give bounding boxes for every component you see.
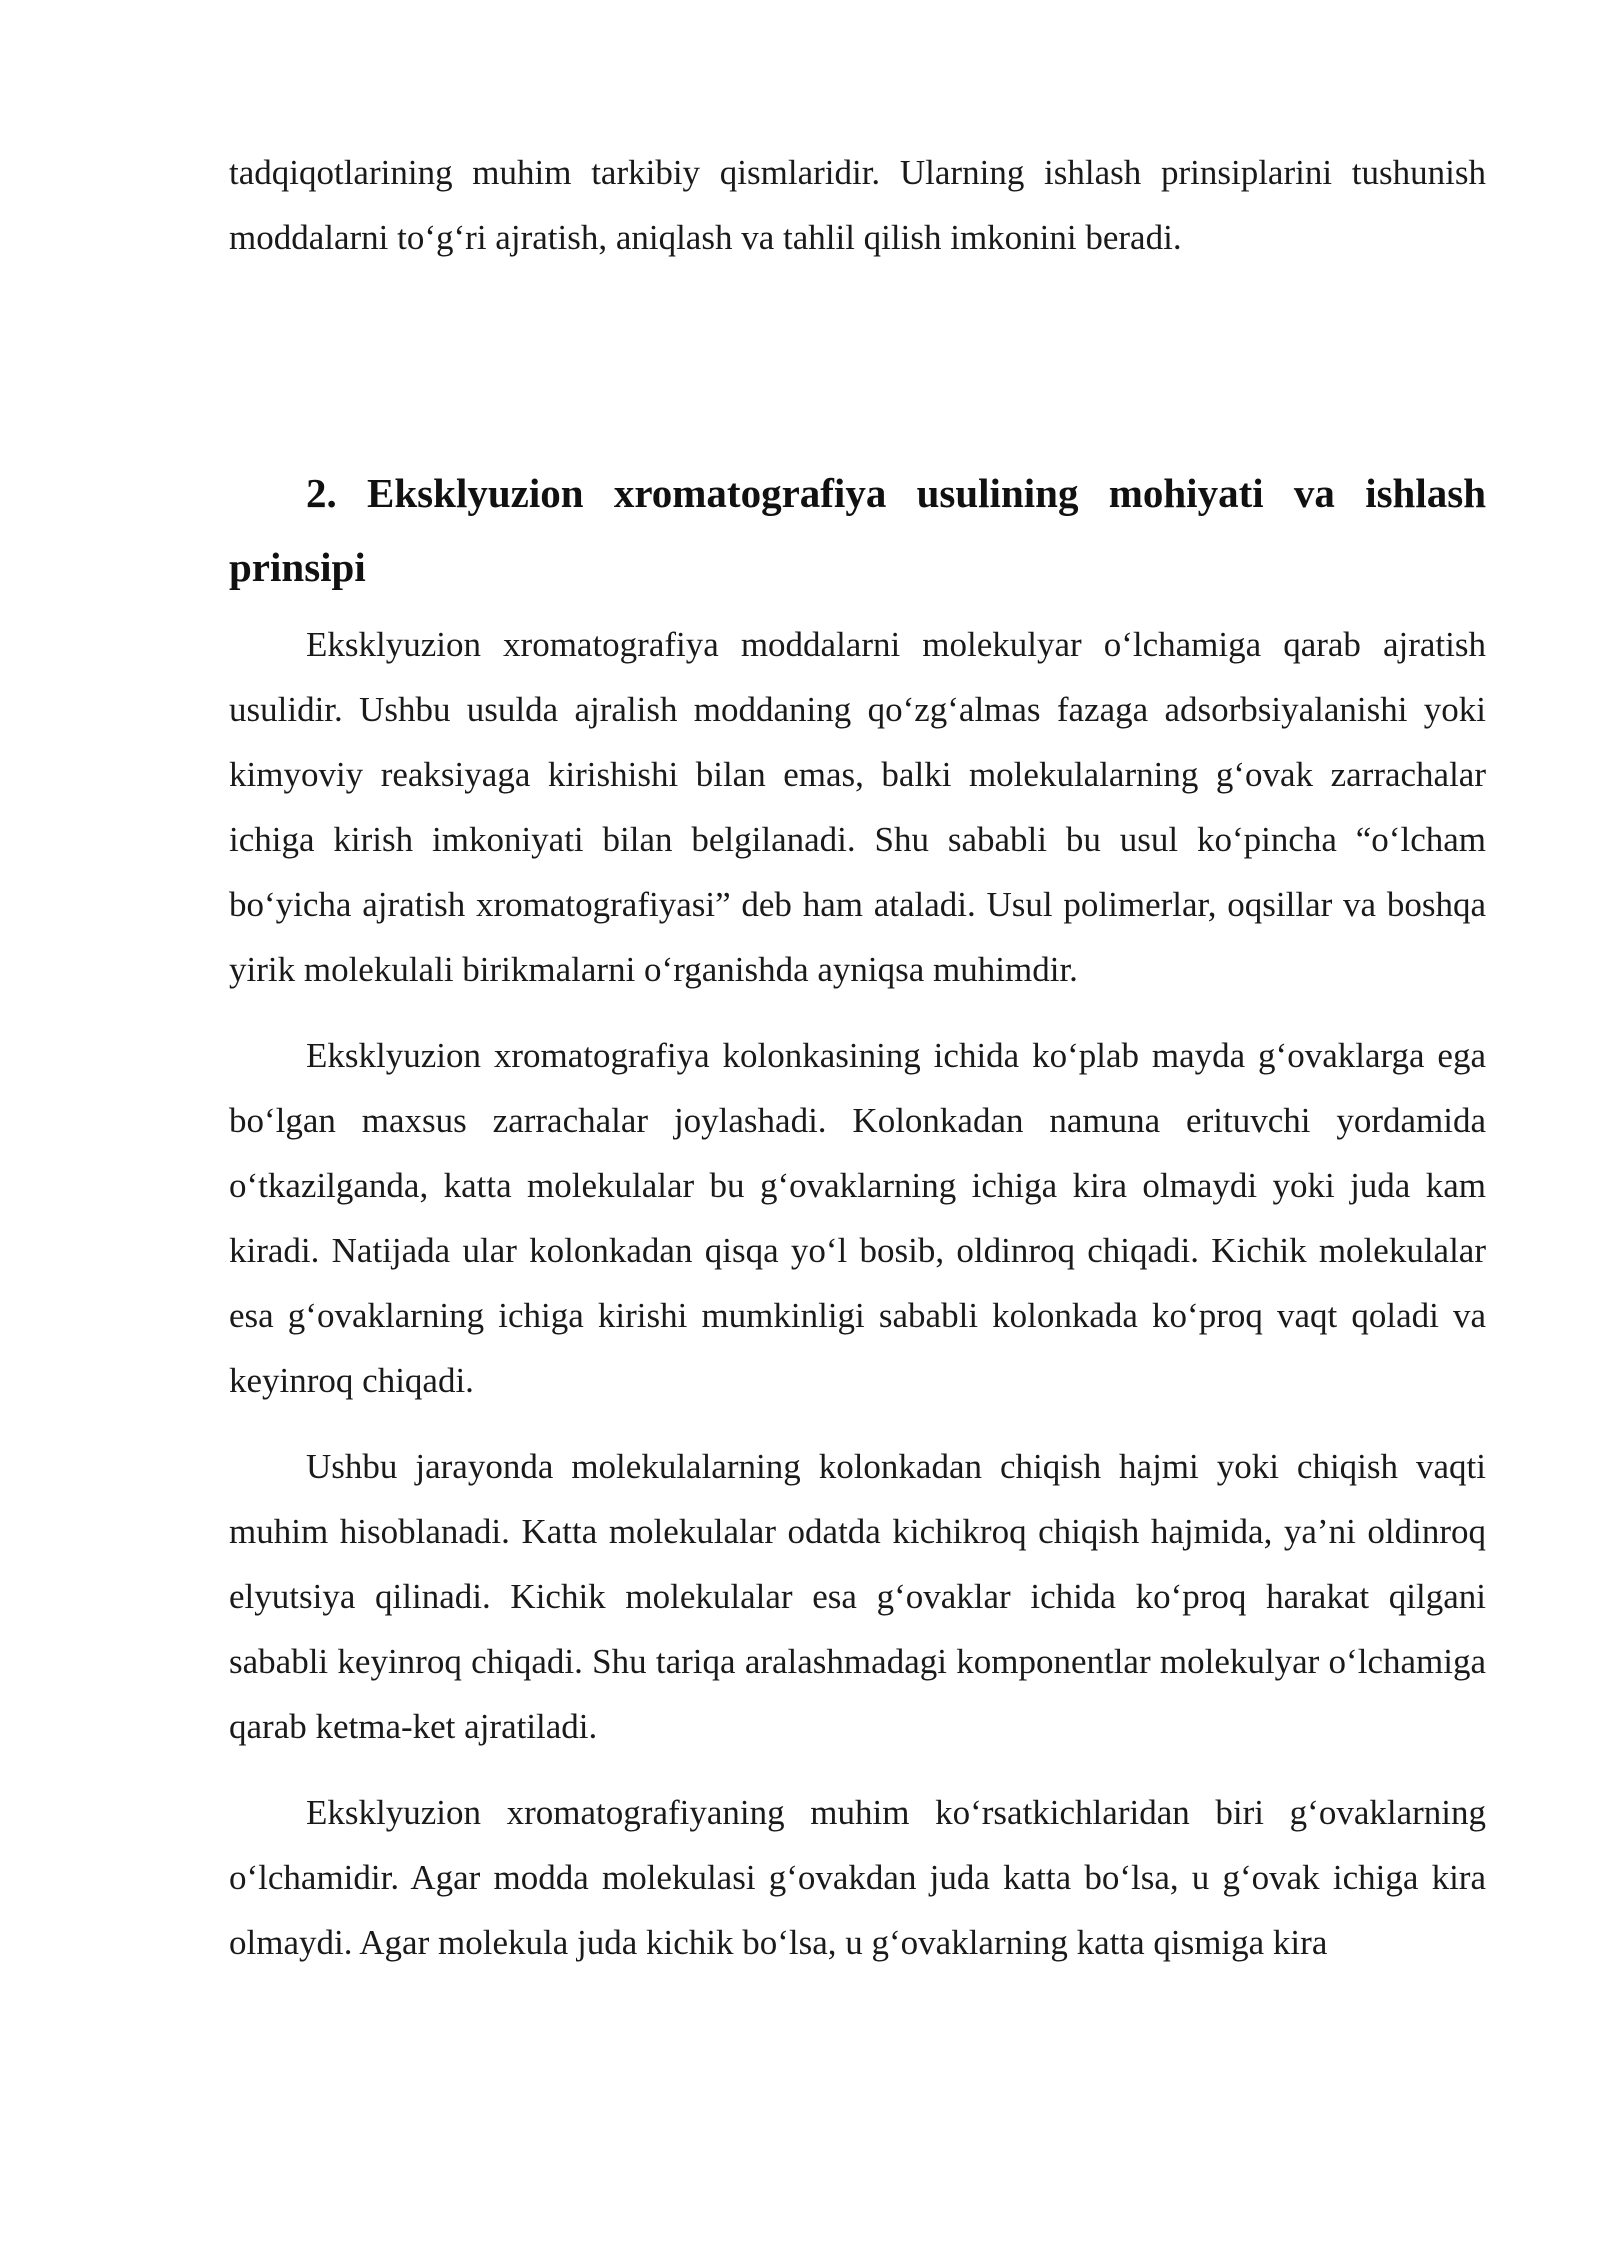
body-paragraph-2: Eksklyuzion xromatografiya kolonkasining ichida ko‘plab mayda g‘ovaklarga ega bo‘lgan maxsus zarrachalar joylashadi. Kolonkadan namuna erituvchi yordamida o‘tkazilganda, katta molekulalar bu g‘ovaklarning ichiga kira olmaydi yoki juda kam kiradi. Natijada ular kolonkadan qisqa yo‘l bosib, oldinroq chiqadi. Kichik molekulalar esa g‘ovaklarning ichiga kirishi mumkinligi sababli kolonkada ko‘proq vaqt qoladi va keyinroq chiqadi. xyxy=(229,1036,1486,1400)
page-content xyxy=(229,140,1486,1975)
spacer xyxy=(229,270,1486,456)
continuation-paragraph: tadqiqotlarining muhim tarkibiy qismlaridir. Ularning ishlash prinsiplarini tushunish moddalarni to‘g‘ri ajratish, aniqlash va tahlil qilish imkonini beradi. xyxy=(229,153,1486,257)
body-paragraph-3: Ushbu jarayonda molekulalarning kolonkadan chiqish hajmi yoki chiqish vaqti muhim hisoblanadi. Katta molekulalar odatda kichikroq chiqish hajmida, ya’ni oldinroq elyutsiya qilinadi. Kichik molekulalar esa g‘ovaklar ichida ko‘proq harakat qilgani sababli keyinroq chiqadi. Shu tariqa aralashmadagi komponentlar molekulyar o‘lchamiga qarab ketma-ket ajratiladi. xyxy=(229,1447,1486,1746)
body-paragraph-4: Eksklyuzion xromatografiyaning muhim ko‘rsatkichlaridan biri g‘ovaklarning o‘lchamidir. Agar modda molekulasi g‘ovakdan juda katta bo‘lsa, u g‘ovak ichiga kira olmaydi. Agar molekula juda kichik bo‘lsa, u g‘ovaklarning katta qismiga kira xyxy=(229,1793,1486,1962)
spacer xyxy=(229,1413,1486,1434)
spacer xyxy=(229,1002,1486,1023)
section-heading: 2. Eksklyuzion xromatografiya usulining mohiyati va ishlash prinsipi xyxy=(229,470,1486,590)
body-paragraph-1: Eksklyuzion xromatografiya moddalarni molekulyar o‘lchamiga qarab ajratish usulidir. Ushbu usulda ajralish moddaning qo‘zg‘almas fazaga adsorbsiyalanishi yoki kimyoviy reaksiyaga kirishishi bilan emas, balki molekulalarning g‘ovak zarrachalar ichiga kirish imkoniyati bilan belgilanadi. Shu sababli bu usul ko‘pincha “o‘lcham bo‘yicha ajratish xromatografiyasi” deb ham ataladi. Usul polimerlar, oqsillar va boshqa yirik molekulali birikmalarni o‘rganishda ayniqsa muhimdir. xyxy=(229,625,1486,989)
spacer xyxy=(229,604,1486,612)
spacer xyxy=(229,1759,1486,1780)
